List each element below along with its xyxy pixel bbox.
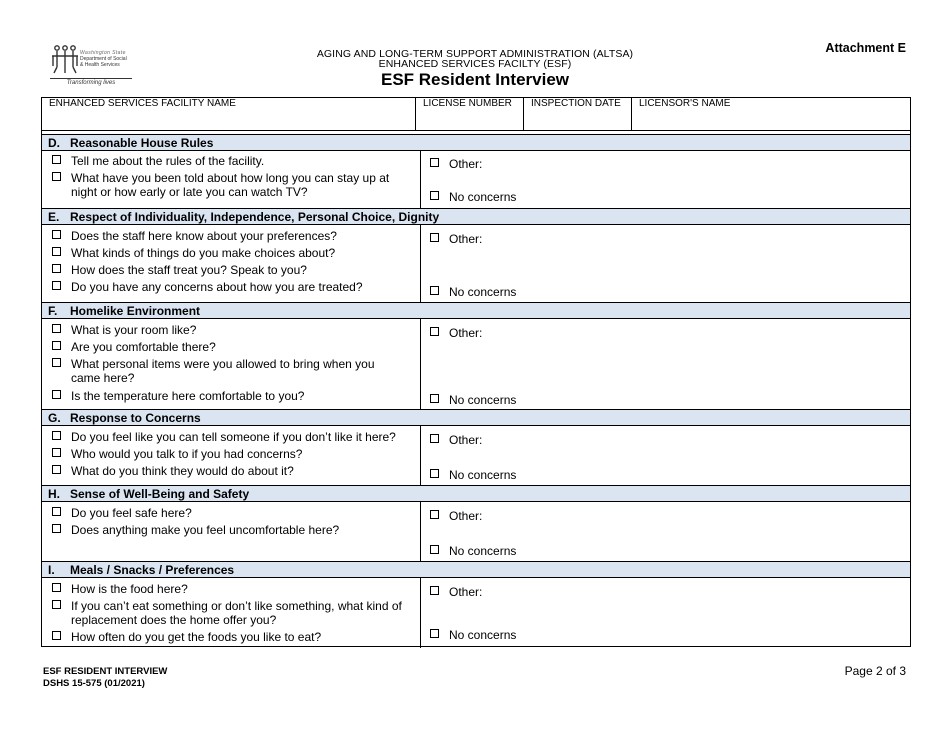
question-item: [52, 389, 407, 403]
question-checkbox[interactable]: [52, 247, 61, 256]
question-text: What have you been told about how long you can stay up at night or how early or late you can watch TV?: [71, 171, 390, 199]
question-text: Tell me about the rules of the facility.: [71, 154, 265, 168]
other-label: Other:: [449, 157, 483, 171]
facility-name-field[interactable]: ENHANCED SERVICES FACILITY NAME: [49, 98, 236, 109]
header-agency: AGING AND LONG-TERM SUPPORT ADMINISTRATION (ALTSA): [316, 48, 634, 60]
question-checkbox[interactable]: [52, 631, 61, 640]
section-h: [42, 485, 910, 561]
section-g: [42, 409, 910, 485]
no-concerns-label: No concerns: [449, 285, 517, 299]
no-concerns-checkbox[interactable]: [430, 629, 439, 638]
question-item: [52, 630, 407, 644]
section-f: [42, 302, 910, 409]
section-body: [42, 578, 910, 648]
column-divider: [420, 426, 421, 485]
question-item: [52, 523, 407, 537]
question-text: How is the food here?: [71, 582, 188, 596]
question-checkbox[interactable]: [52, 465, 61, 474]
question-checkbox[interactable]: [52, 448, 61, 457]
other-option: [430, 433, 482, 447]
question-checkbox[interactable]: [52, 281, 61, 290]
question-checkbox[interactable]: [52, 524, 61, 533]
inspection-date-field[interactable]: INSPECTION DATE: [523, 98, 631, 130]
question-text: What personal items were you allowed to bring when you came here?: [71, 357, 375, 385]
section-body: [42, 426, 910, 485]
section-heading: [42, 485, 910, 502]
question-checkbox[interactable]: [52, 172, 61, 181]
section-heading: [42, 409, 910, 426]
question-checkbox[interactable]: [52, 358, 61, 367]
section-heading: [42, 302, 910, 319]
section-letter: I.: [48, 563, 55, 577]
other-option: [430, 509, 482, 523]
section-body: [42, 151, 910, 208]
question-checkbox[interactable]: [52, 600, 61, 609]
column-divider: [420, 502, 421, 561]
question-item: [52, 323, 407, 337]
question-item: [52, 430, 407, 444]
section-heading: [42, 208, 910, 225]
question-text: Does anything make you feel uncomfortable here?: [71, 523, 340, 537]
column-divider: [420, 578, 421, 648]
section-letter: G.: [48, 411, 61, 425]
licensor-name-field[interactable]: LICENSOR'S NAME: [631, 98, 910, 130]
footer-page-number: Page 2 of 3: [844, 664, 906, 678]
question-checkbox[interactable]: [52, 264, 61, 273]
question-checkbox[interactable]: [52, 324, 61, 333]
section-letter: E.: [48, 210, 60, 224]
other-checkbox[interactable]: [430, 158, 439, 167]
other-label: Other:: [449, 433, 483, 447]
question-checkbox[interactable]: [52, 341, 61, 350]
no-concerns-checkbox[interactable]: [430, 286, 439, 295]
other-option: [430, 157, 482, 171]
footer-form-number: DSHS 15-575 (01/2021): [43, 678, 145, 689]
question-text: Do you feel safe here?: [71, 506, 192, 520]
other-option: [430, 585, 482, 599]
no-concerns-option: [430, 393, 516, 407]
other-checkbox[interactable]: [430, 586, 439, 595]
question-item: [52, 447, 407, 461]
no-concerns-label: No concerns: [449, 544, 517, 558]
section-heading: [42, 561, 910, 578]
section-heading: [42, 134, 910, 151]
section-letter: D.: [48, 136, 60, 150]
section-body: [42, 319, 910, 409]
other-checkbox[interactable]: [430, 510, 439, 519]
facility-info-row: [42, 98, 910, 131]
no-concerns-checkbox[interactable]: [430, 191, 439, 200]
page-title: ESF Resident Interview: [381, 70, 569, 89]
no-concerns-label: No concerns: [449, 190, 517, 204]
other-option: [430, 232, 482, 246]
section-body: [42, 502, 910, 561]
question-text: How often do you get the foods you like to eat?: [71, 630, 322, 644]
section-body: [42, 225, 910, 302]
attachment-label: Attachment E: [825, 41, 906, 55]
no-concerns-option: [430, 190, 516, 204]
no-concerns-label: No concerns: [449, 628, 517, 642]
question-item: [52, 357, 407, 385]
no-concerns-option: [430, 285, 516, 299]
question-item: [52, 280, 407, 294]
column-divider: [420, 319, 421, 409]
other-label: Other:: [449, 585, 483, 599]
column-divider: [420, 225, 421, 302]
section-letter: H.: [48, 487, 60, 501]
question-text: Do you have any concerns about how you are treated?: [71, 280, 363, 294]
question-text: What is your room like?: [71, 323, 197, 337]
question-text: What kinds of things do you make choices about?: [71, 246, 336, 260]
other-option: [430, 326, 482, 340]
question-item: [52, 464, 407, 478]
section-title: Response to Concerns: [70, 411, 201, 425]
no-concerns-label: No concerns: [449, 393, 517, 407]
logo-tagline: Transforming lives: [50, 78, 132, 86]
question-item: [52, 506, 407, 520]
column-divider: [420, 151, 421, 208]
question-checkbox[interactable]: [52, 583, 61, 592]
question-text: Does the staff here know about your preferences?: [71, 229, 337, 243]
other-label: Other:: [449, 509, 483, 523]
question-text: How does the staff treat you? Speak to you?: [71, 263, 307, 277]
header-facility-type: ENHANCED SERVICES FACILTY (ESF): [378, 58, 572, 70]
other-label: Other:: [449, 232, 483, 246]
no-concerns-label: No concerns: [449, 468, 517, 482]
section-i: [42, 561, 910, 648]
section-d: [42, 134, 910, 208]
question-item: [52, 246, 407, 260]
no-concerns-checkbox[interactable]: [430, 469, 439, 478]
no-concerns-option: [430, 468, 516, 482]
question-checkbox[interactable]: [52, 507, 61, 516]
other-checkbox[interactable]: [430, 233, 439, 242]
interview-form: [41, 97, 911, 647]
section-letter: F.: [48, 304, 58, 318]
other-checkbox[interactable]: [430, 327, 439, 336]
section-title: Respect of Individuality, Independence, Personal Choice, Dignity: [70, 210, 440, 224]
section-title: Meals / Snacks / Preferences: [70, 563, 235, 577]
question-item: [52, 171, 407, 199]
question-checkbox[interactable]: [52, 230, 61, 239]
no-concerns-option: [430, 544, 516, 558]
footer-form-name: ESF RESIDENT INTERVIEW: [43, 666, 168, 677]
license-number-field[interactable]: LICENSE NUMBER: [415, 98, 523, 130]
question-item: [52, 154, 407, 168]
question-item: [52, 229, 407, 243]
logo-text: Washington State Department of Social & Health Services: [80, 50, 127, 68]
question-text: What do you think they would do about it?: [71, 464, 294, 478]
other-checkbox[interactable]: [430, 434, 439, 443]
no-concerns-option: [430, 628, 516, 642]
question-text: Is the temperature here comfortable to you?: [71, 389, 305, 403]
question-item: [52, 599, 407, 627]
no-concerns-checkbox[interactable]: [430, 394, 439, 403]
section-title: Sense of Well-Being and Safety: [70, 487, 250, 501]
question-text: Are you comfortable there?: [71, 340, 216, 354]
question-item: [52, 340, 407, 354]
question-item: [52, 582, 407, 596]
section-title: Homelike Environment: [70, 304, 201, 318]
question-checkbox[interactable]: [52, 155, 61, 164]
question-checkbox[interactable]: [52, 431, 61, 440]
section-e: [42, 208, 910, 302]
question-text: If you can’t eat something or don’t like something, what kind of replacement does the home offer you?: [71, 599, 402, 627]
question-text: Do you feel like you can tell someone if you don’t like it here?: [71, 430, 396, 444]
question-item: [52, 263, 407, 277]
section-title: Reasonable House Rules: [70, 136, 214, 150]
question-text: Who would you talk to if you had concerns?: [71, 447, 303, 461]
other-label: Other:: [449, 326, 483, 340]
no-concerns-checkbox[interactable]: [430, 545, 439, 554]
question-checkbox[interactable]: [52, 390, 61, 399]
